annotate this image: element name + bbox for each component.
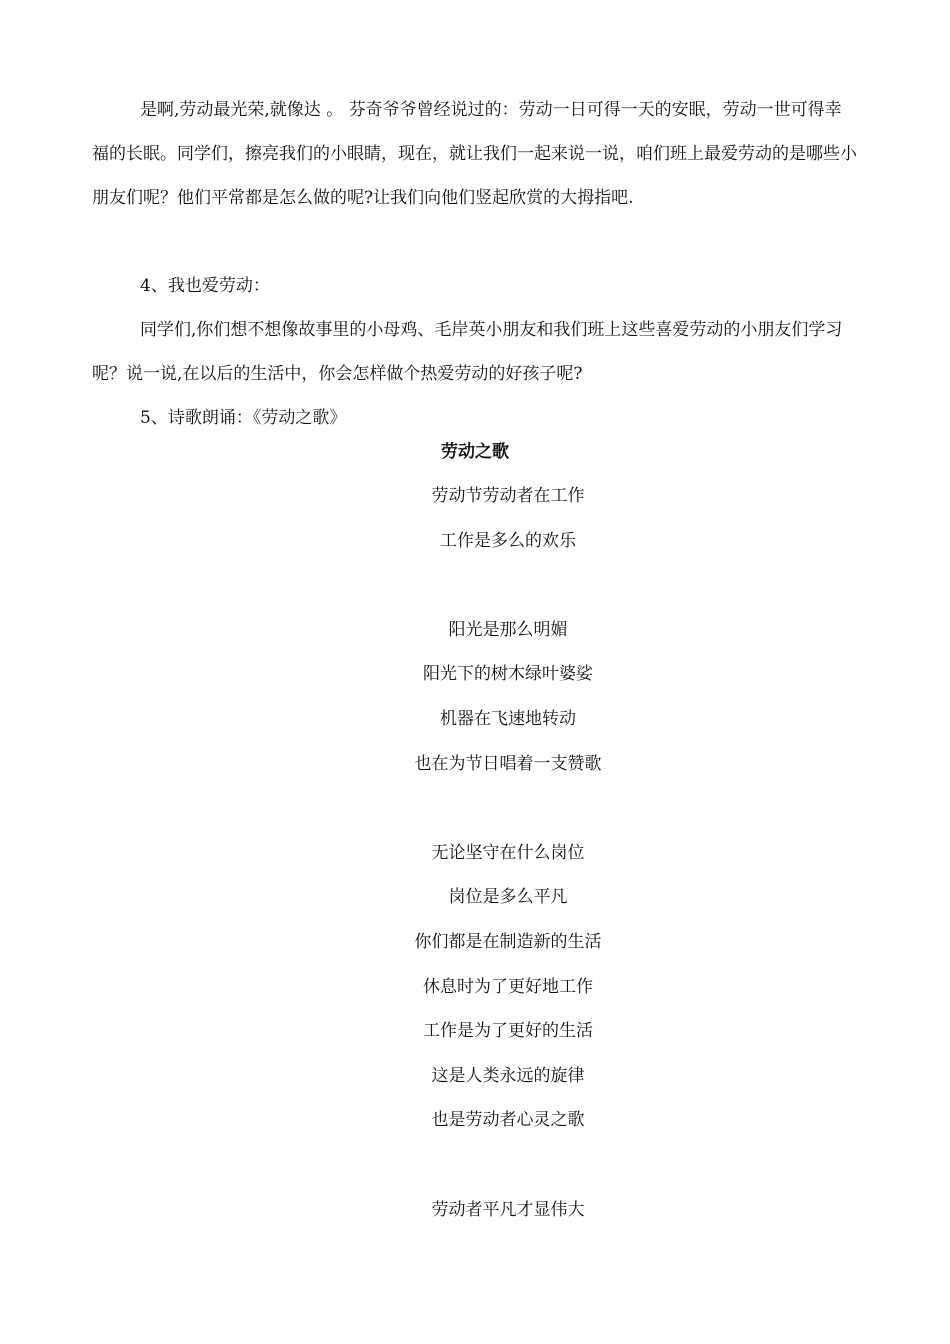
section-heading-4: 4、我也爱劳动： (140, 276, 270, 296)
poem-line: 工作是多么的欢乐 (440, 530, 576, 551)
poem-body (0, 474, 950, 1232)
poem-blank-line (0, 786, 950, 831)
paragraph-question: 同学们,你们想不想像故事里的小母鸡、毛岸英小朋友和我们班上这些喜爱劳动的小朋友们学习呢？说一说,在以后的生活中，你会怎样做个热爱劳动的好孩子呢? (92, 320, 843, 384)
poem-title: 劳动之歌 (441, 442, 509, 462)
poem-line: 机器在飞速地转动 (440, 708, 576, 729)
poem-line: 也在为节日唱着一支赞歌 (414, 753, 602, 774)
poem-line: 劳动节劳动者在工作 (431, 486, 585, 506)
poem-line: 劳动者平凡才显伟大 (431, 1199, 585, 1220)
poem-line: 岗位是多么平凡 (448, 887, 568, 908)
poem-line: 休息时为了更好地工作 (423, 976, 593, 997)
poem-line: 这是人类永远的旋律 (431, 1065, 585, 1086)
poem-line: 阳光是那么明媚 (448, 619, 568, 640)
poem-blank-line (0, 563, 950, 608)
section-heading-5: 5、诗歌朗诵：《劳动之歌》 (140, 408, 347, 428)
poem-line: 阳光下的树木绿叶婆娑 (423, 664, 593, 685)
poem-line: 工作是为了更好的生活 (423, 1021, 593, 1042)
poem-line: 也是劳动者心灵之歌 (431, 1110, 585, 1131)
poem-line: 无论坚守在什么岗位 (431, 842, 585, 863)
poem-blank-line (0, 1143, 950, 1188)
paragraph-intro: 是啊,劳动最光荣,就像达 。 芬奇爷爷曾经说过的：劳动一日可得一天的安眠，劳动一世可得幸福的长眠。同学们，擦亮我们的小眼睛，现在，就让我们一起来说一说，咱们班上最爱劳动的是哪些小朋友们呢？他们平常都是怎么做的呢?让我们向他们竖起欣赏的大拇指吧. (92, 100, 857, 208)
poem-line: 你们都是在制造新的生活 (414, 931, 602, 952)
